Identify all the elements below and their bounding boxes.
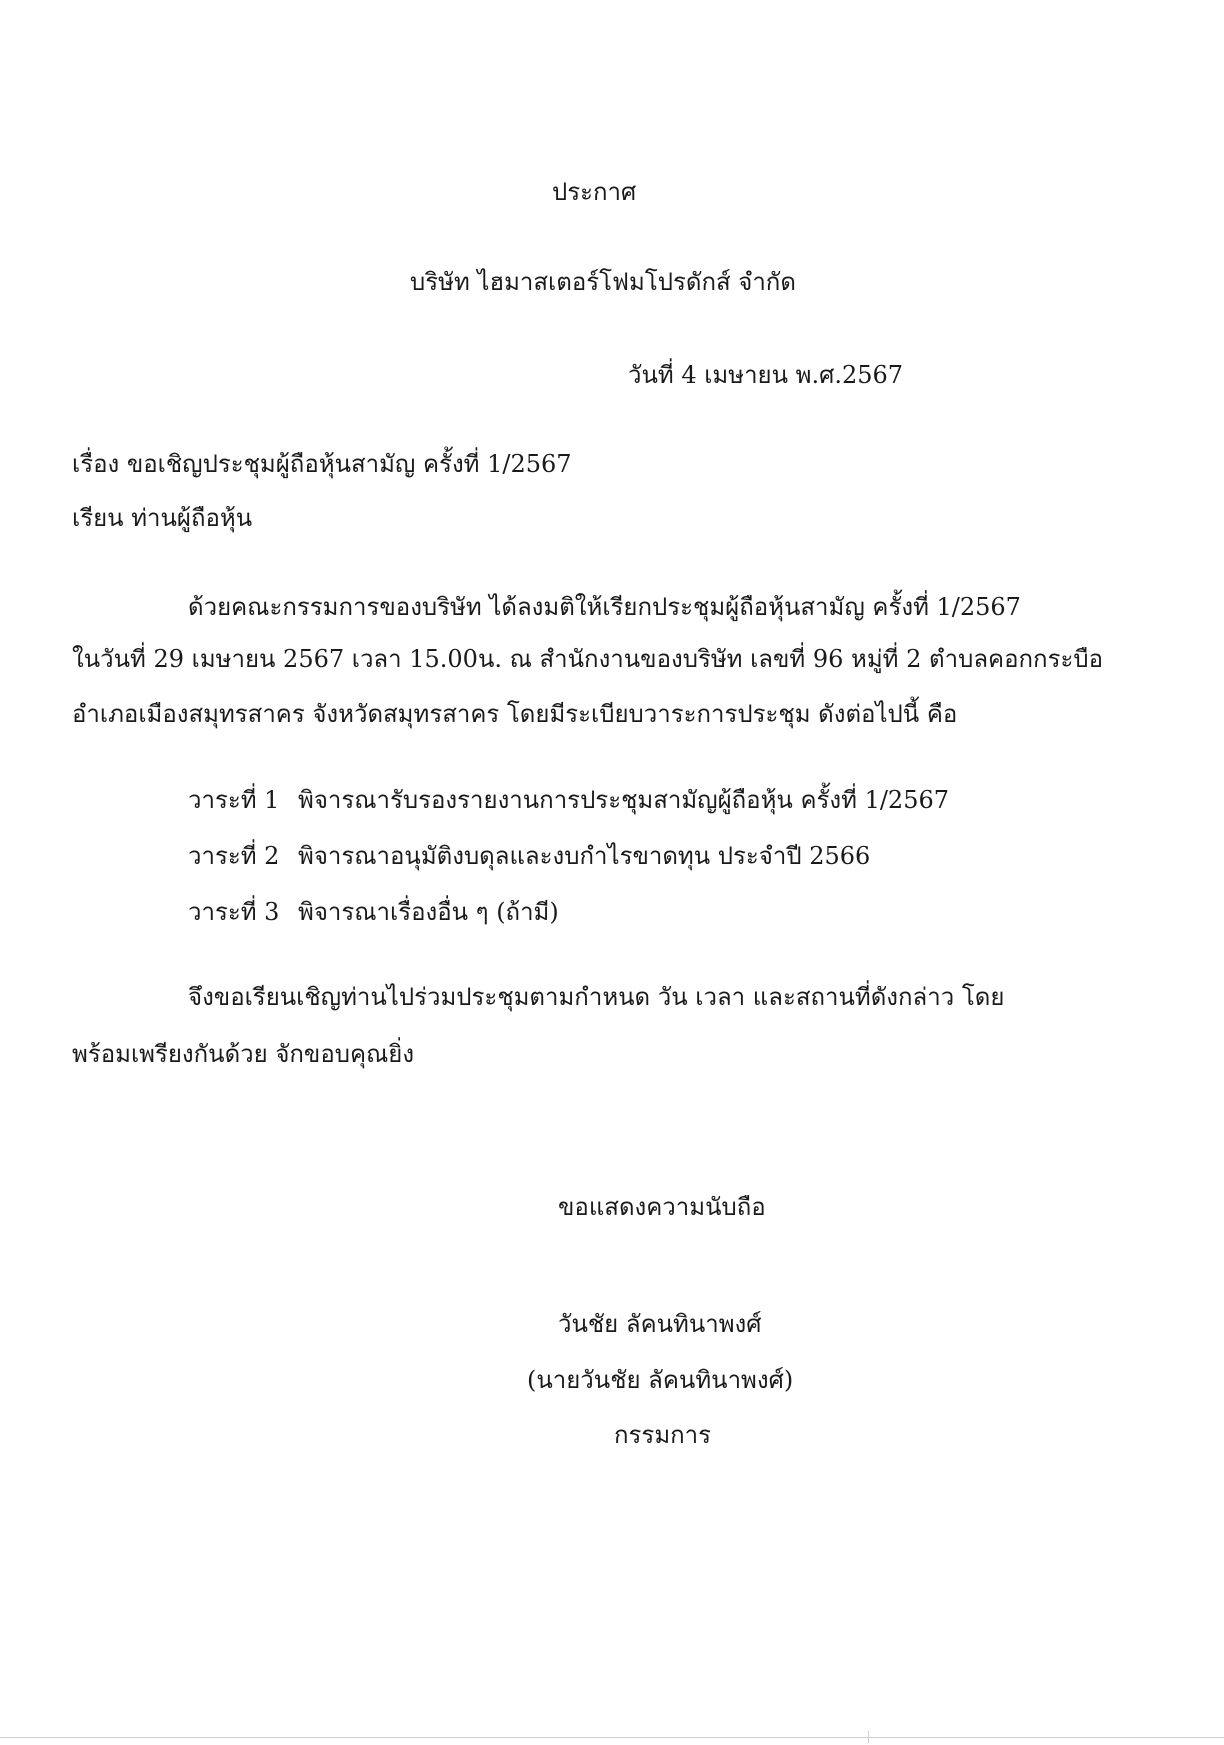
body-paragraph-line-1: ด้วยคณะกรรมการของบริษัท ได้ลงมติให้เรียกประชุมผู้ถือหุ้นสามัญ ครั้งที่ 1/2567 xyxy=(188,593,1021,621)
agenda-item xyxy=(188,895,559,929)
agenda-text: พิจารณาเรื่องอื่น ๆ (ถ้ามี) xyxy=(298,898,559,926)
document-title: ประกาศ xyxy=(552,178,637,206)
scan-edge-line xyxy=(0,1737,1224,1738)
signatory-full-name: (นายวันชัย ลัคนทินาพงศ์) xyxy=(527,1366,794,1394)
body-paragraph-line-2: ในวันที่ 29 เมษายน 2567 เวลา 15.00น. ณ สำนักงานของบริษัท เลขที่ 96 หมู่ที่ 2 ตำบลคอกกระบือ xyxy=(72,645,1103,673)
agenda-item xyxy=(188,783,949,817)
agenda-text: พิจารณารับรองรายงานการประชุมสามัญผู้ถือหุ้น ครั้งที่ 1/2567 xyxy=(298,786,949,814)
company-name: บริษัท ไฮมาสเตอร์โฟมโปรดักส์ จำกัด xyxy=(410,268,796,296)
closing-line-2: พร้อมเพรียงกันด้วย จักขอบคุณยิ่ง xyxy=(72,1040,415,1068)
closing-line-1: จึงขอเรียนเชิญท่านไปร่วมประชุมตามกำหนด วัน เวลา และสถานที่ดังกล่าว โดย xyxy=(188,983,1005,1011)
agenda-number: วาระที่ 1 xyxy=(188,786,280,814)
agenda-number: วาระที่ 3 xyxy=(188,898,280,926)
body-paragraph-line-3: อำเภอเมืองสมุทรสาคร จังหวัดสมุทรสาคร โดยมีระเบียบวาระการประชุม ดังต่อไปนี้ คือ xyxy=(72,700,958,728)
signature-name: วันชัย ลัคนทินาพงศ์ xyxy=(558,1310,762,1338)
document-date: วันที่ 4 เมษายน พ.ศ.2567 xyxy=(628,361,904,389)
scan-edge-tick xyxy=(868,1731,869,1743)
recipient-line: เรียน ท่านผู้ถือหุ้น xyxy=(72,504,253,532)
agenda-item xyxy=(188,839,870,873)
agenda-text: พิจารณาอนุมัติงบดุลและงบกำไรขาดทุน ประจำปี 2566 xyxy=(298,842,871,870)
subject-line: เรื่อง ขอเชิญประชุมผู้ถือหุ้นสามัญ ครั้งที่ 1/2567 xyxy=(72,450,572,478)
signatory-position: กรรมการ xyxy=(614,1421,712,1449)
regards-text: ขอแสดงความนับถือ xyxy=(558,1193,766,1221)
agenda-number: วาระที่ 2 xyxy=(188,842,280,870)
